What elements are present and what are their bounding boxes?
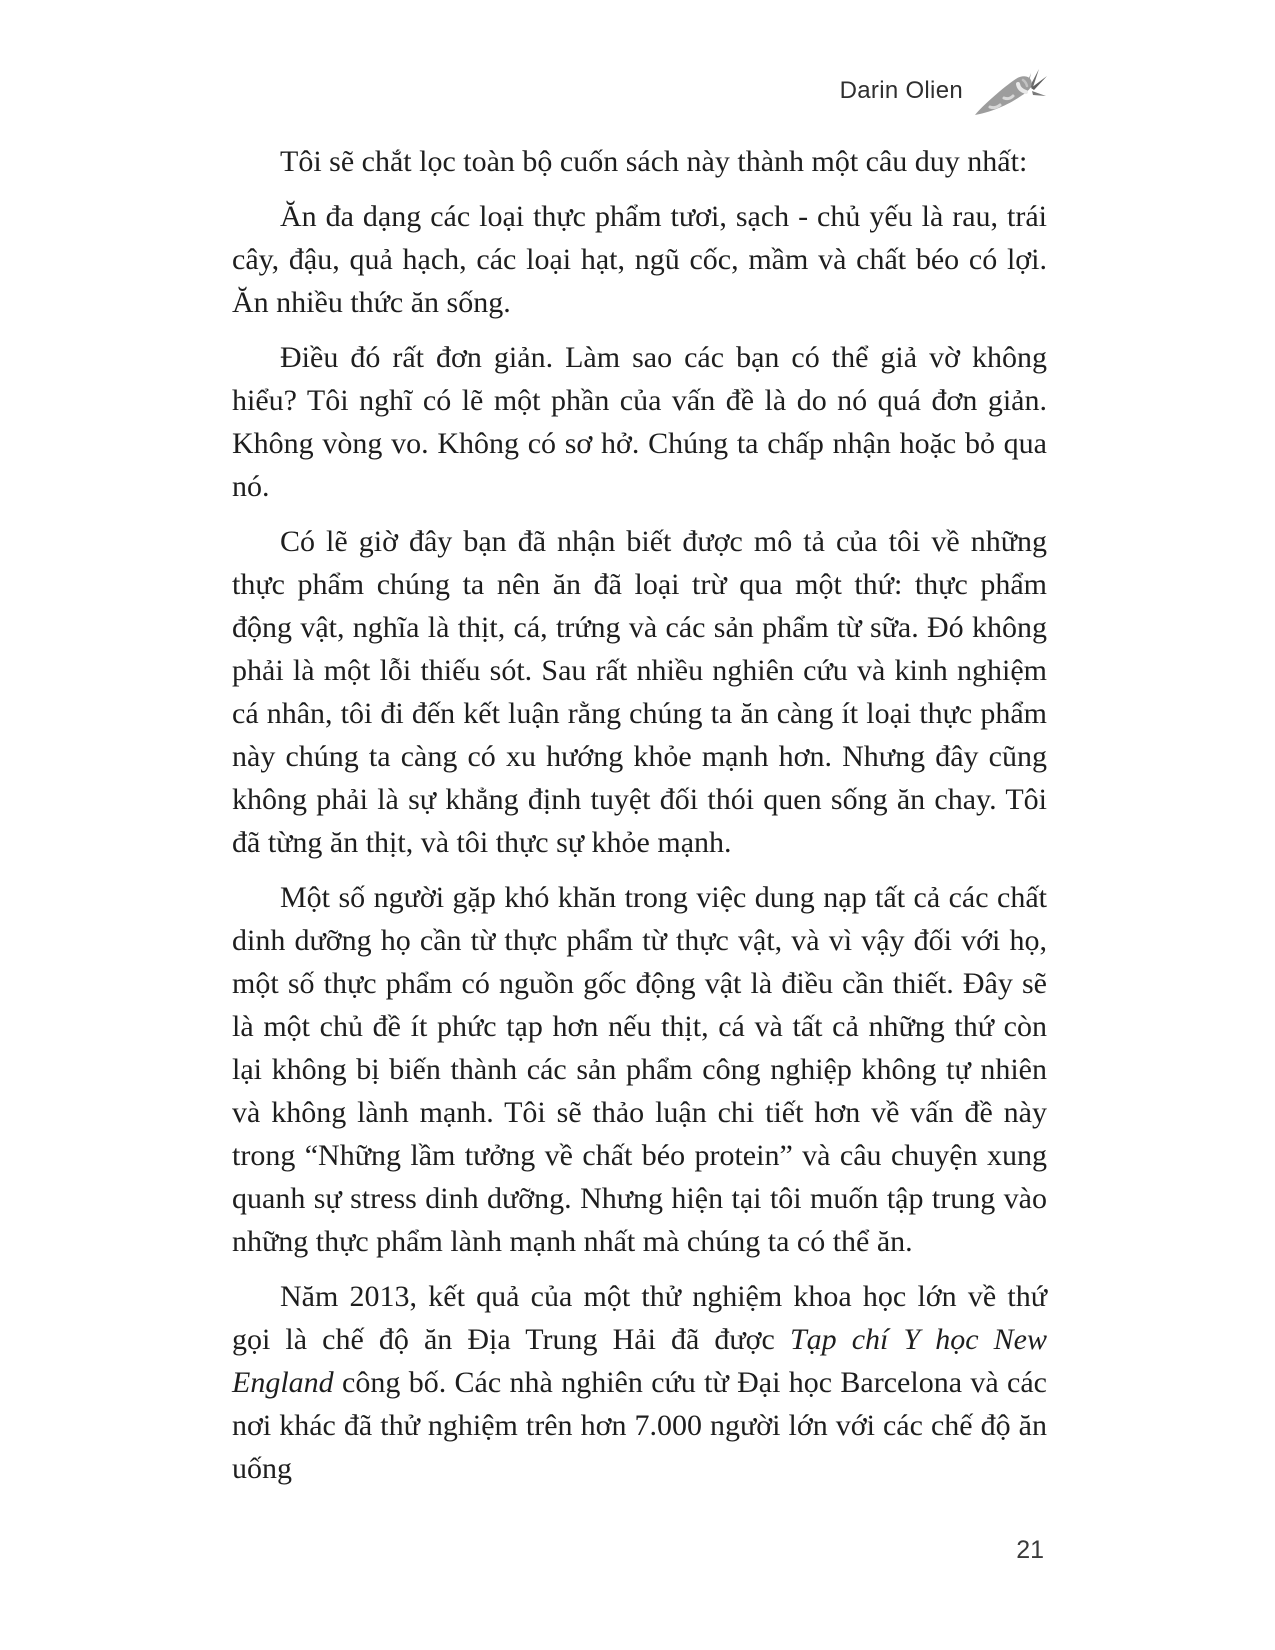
carrot-icon [973,68,1047,118]
paragraph: Điều đó rất đơn giản. Làm sao các bạn có thể giả vờ không hiểu? Tôi nghĩ có lẽ một phần của vấn đề là do nó quá đơn giản. Không vòng vo. Không có sơ hở. Chúng ta chấp nhận hoặc bỏ qua nó. [232,341,1047,503]
paragraph: Một số người gặp khó khăn trong việc dung nạp tất cả các chất dinh dưỡng họ cần từ thực phẩm từ thực vật, và vì vậy đối với họ, một số thực phẩm có nguồn gốc động vật là điều cần thiết. Đây sẽ là một chủ đề ít phức tạp hơn nếu thịt, cá và tất cả những thứ còn lại không bị biến thành các sản phẩm công nghiệp không tự nhiên và không lành mạnh. Tôi sẽ thảo luận chi tiết hơn về vấn đề này trong “Những lầm tưởng về chất béo protein” và câu chuyện xung quanh sự stress dinh dưỡng. Nhưng hiện tại tôi muốn tập trung vào những thực phẩm lành mạnh nhất mà chúng ta có thể ăn. [232,881,1047,1258]
author-name: Darin Olien [839,77,963,104]
journal-title: Tạp chí Y học New England [232,1323,1047,1399]
paragraph: Tôi sẽ chắt lọc toàn bộ cuốn sách này thành một câu duy nhất: [280,145,1028,178]
body-text [232,140,1047,1502]
paragraph-segment: công bố. Các nhà nghiên cứu từ Đại học Barcelona và các nơi khác đã thử nghiệm trên hơn 7.000 người lớn với các chế độ ăn uống [232,1366,1047,1485]
paragraph [232,1275,1047,1490]
paragraph: Có lẽ giờ đây bạn đã nhận biết được mô tả của tôi về những thực phẩm chúng ta nên ăn đã loại trừ qua một thứ: thực phẩm động vật, nghĩa là thịt, cá, trứng và các sản phẩm từ sữa. Đó không phải là một lỗi thiếu sót. Sau rất nhiều nghiên cứu và kinh nghiệm cá nhân, tôi đi đến kết luận rằng chúng ta ăn càng ít loại thực phẩm này chúng ta càng có xu hướng khỏe mạnh hơn. Nhưng đây cũng không phải là sự khẳng định tuyệt đối thói quen sống ăn chay. Tôi đã từng ăn thịt, và tôi thực sự khỏe mạnh. [232,525,1047,859]
page-header [232,68,1047,118]
page-number: 21 [1016,1536,1044,1564]
paragraph-segment: Năm 2013, kết quả của một thử nghiệm khoa học lớn về thứ gọi là chế độ ăn Địa Trung Hải đã được [232,1280,1047,1356]
paragraph: Ăn đa dạng các loại thực phẩm tươi, sạch - chủ yếu là rau, trái cây, đậu, quả hạch, các loại hạt, ngũ cốc, mầm và chất béo có lợi. Ăn nhiều thức ăn sống. [232,200,1047,319]
